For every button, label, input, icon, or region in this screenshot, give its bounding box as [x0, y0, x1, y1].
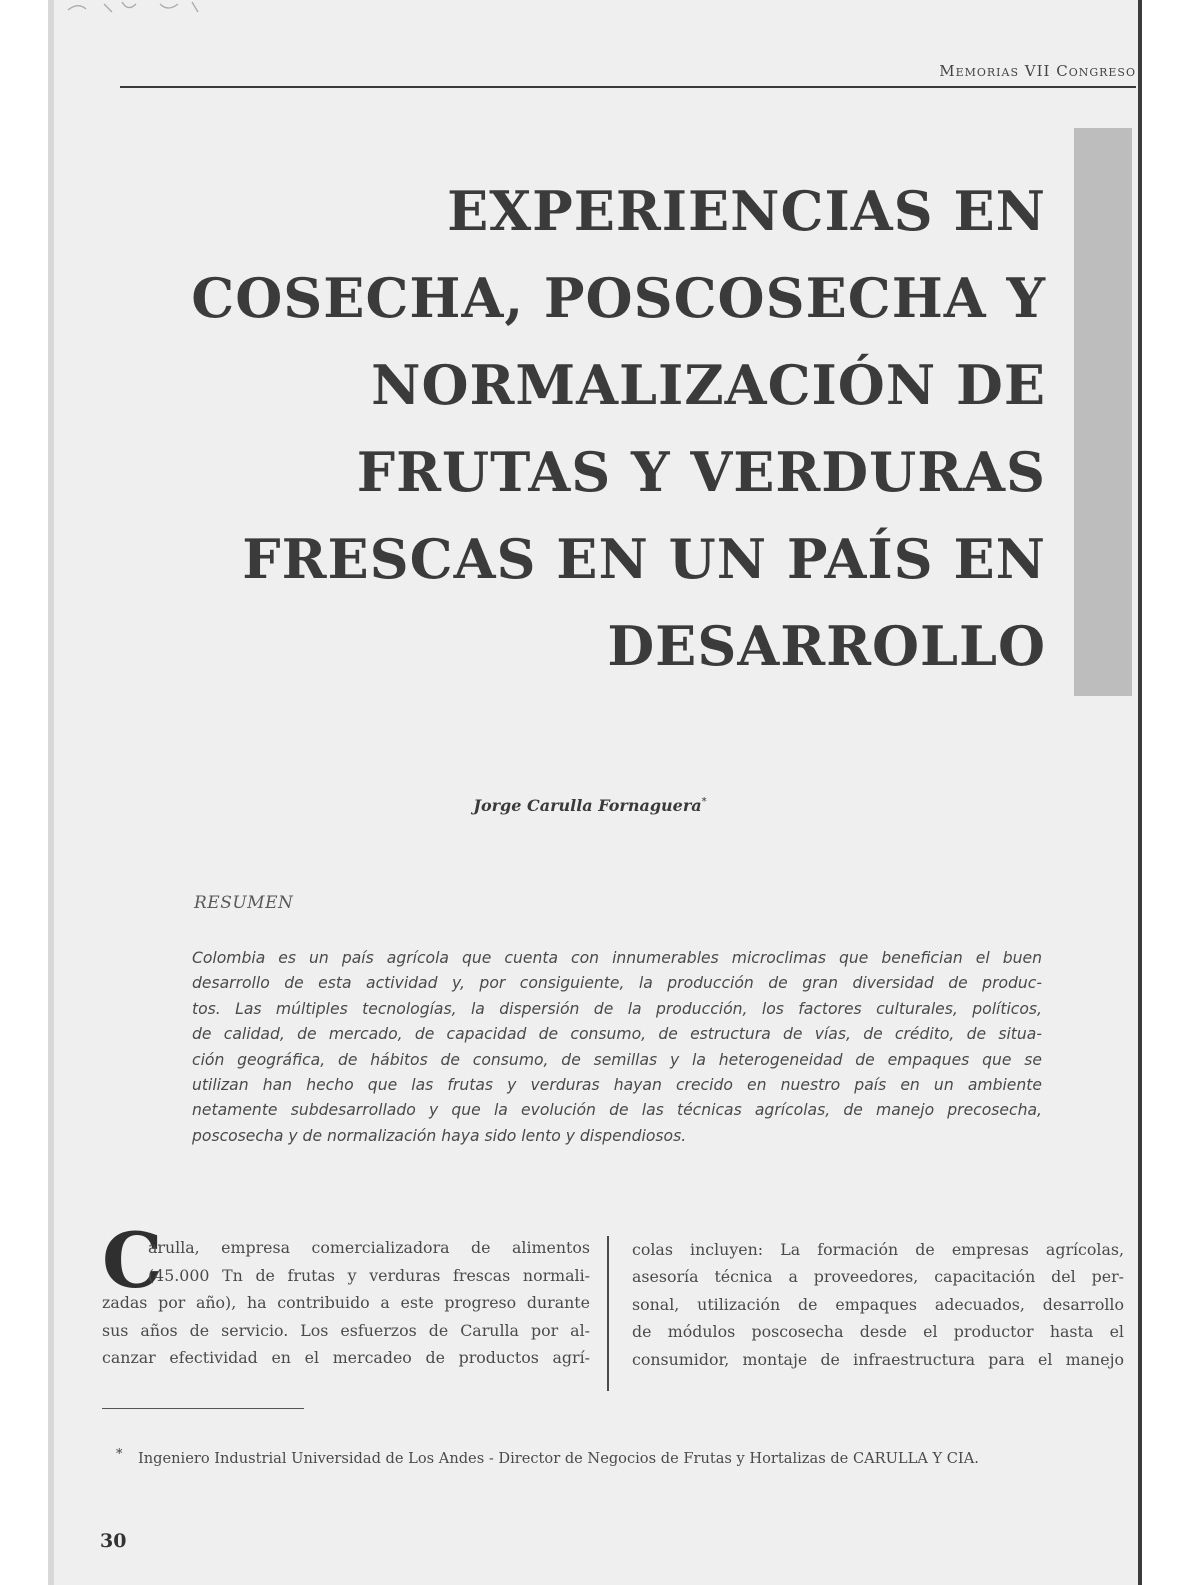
title-line: FRESCAS EN UN PAÍS EN [242, 527, 1046, 591]
body-line: asesoría técnica a proveedores, capacitación del per- [632, 1267, 1124, 1287]
body-line: sonal, utilización de empaques adecuados, desarrollo [632, 1294, 1124, 1314]
abstract-line: Colombia es un país agrícola que cuenta con innumerables microclimas que benefician el buen [192, 949, 1042, 967]
abstract-heading: RESUMEN [194, 893, 294, 913]
abstract-line: tos. Las múltiples tecnologías, la dispersión de la producción, los factores culturales, políticos, [192, 999, 1042, 1018]
page-number: 30 [100, 1530, 127, 1552]
pencil-scribble-mark [64, 0, 214, 14]
column-divider [607, 1236, 609, 1391]
footnote-rule [102, 1408, 304, 1409]
body-line: arulla, empresa comercializadora de alimentos [148, 1238, 590, 1257]
body-line: de módulos poscosecha desde el productor hasta el [632, 1322, 1124, 1342]
author-name: Jorge Carulla Fornaguera [473, 796, 702, 815]
grey-side-tab [1074, 128, 1132, 696]
abstract-line: poscosecha y de normalización haya sido lento y dispendiosos. [192, 1126, 687, 1145]
abstract-line: utilizan han hecho que las frutas y verduras hayan crecido en nuestro país en un ambiente [192, 1076, 1042, 1095]
drop-cap: C [102, 1216, 163, 1305]
header-rule [120, 86, 1136, 88]
title-line: EXPERIENCIAS EN [447, 179, 1046, 243]
scan-right-edge [1138, 0, 1200, 1585]
title-line: NORMALIZACIÓN DE [371, 353, 1046, 417]
footnote-mark: * [116, 1447, 123, 1462]
body-line: consumidor, montaje de infraestructura para el manejo [632, 1349, 1124, 1369]
body-line: colas incluyen: La formación de empresas agrícolas, [632, 1240, 1124, 1259]
title-line: FRUTAS Y VERDURAS [356, 440, 1046, 504]
body-line: (45.000 Tn de frutas y verduras frescas normali- [148, 1265, 590, 1285]
author-footnote-mark: * [701, 796, 707, 808]
body-column-left [102, 1234, 590, 1372]
author-byline [420, 796, 760, 815]
article-title [150, 168, 1046, 690]
body-line: zadas por año), ha contribuido a este progreso durante [102, 1293, 590, 1313]
abstract-body [192, 946, 1042, 1149]
title-line: COSECHA, POSCOSECHA Y [191, 266, 1046, 330]
page-edge-line [1138, 0, 1142, 1585]
body-line: sus años de servicio. Los esfuerzos de Carulla por al- [102, 1320, 590, 1340]
abstract-line: desarrollo de esta actividad y, por consiguiente, la producción de gran diversidad de produc- [192, 974, 1042, 993]
abstract-line: de calidad, de mercado, de capacidad de consumo, de estructura de vías, de crédito, de situa- [192, 1025, 1042, 1044]
abstract-line: netamente subdesarrollado y que la evolución de las técnicas agrícolas, de manejo precosecha, [192, 1101, 1042, 1120]
title-line: DESARROLLO [607, 614, 1046, 678]
footnote-text: Ingeniero Industrial Universidad de Los Andes - Director de Negocios de Frutas y Hortalizas de CARULLA Y CIA. [138, 1450, 979, 1467]
body-line: canzar efectividad en el mercadeo de productos agrí- [102, 1348, 590, 1368]
abstract-line: ción geográfica, de hábitos de consumo, de semillas y la heterogeneidad de empaques que se [192, 1050, 1042, 1069]
scan-left-margin [0, 0, 48, 1585]
body-column-right [632, 1236, 1124, 1373]
running-header: Memorias VII Congreso [939, 62, 1136, 80]
scan-left-shade [48, 0, 54, 1585]
